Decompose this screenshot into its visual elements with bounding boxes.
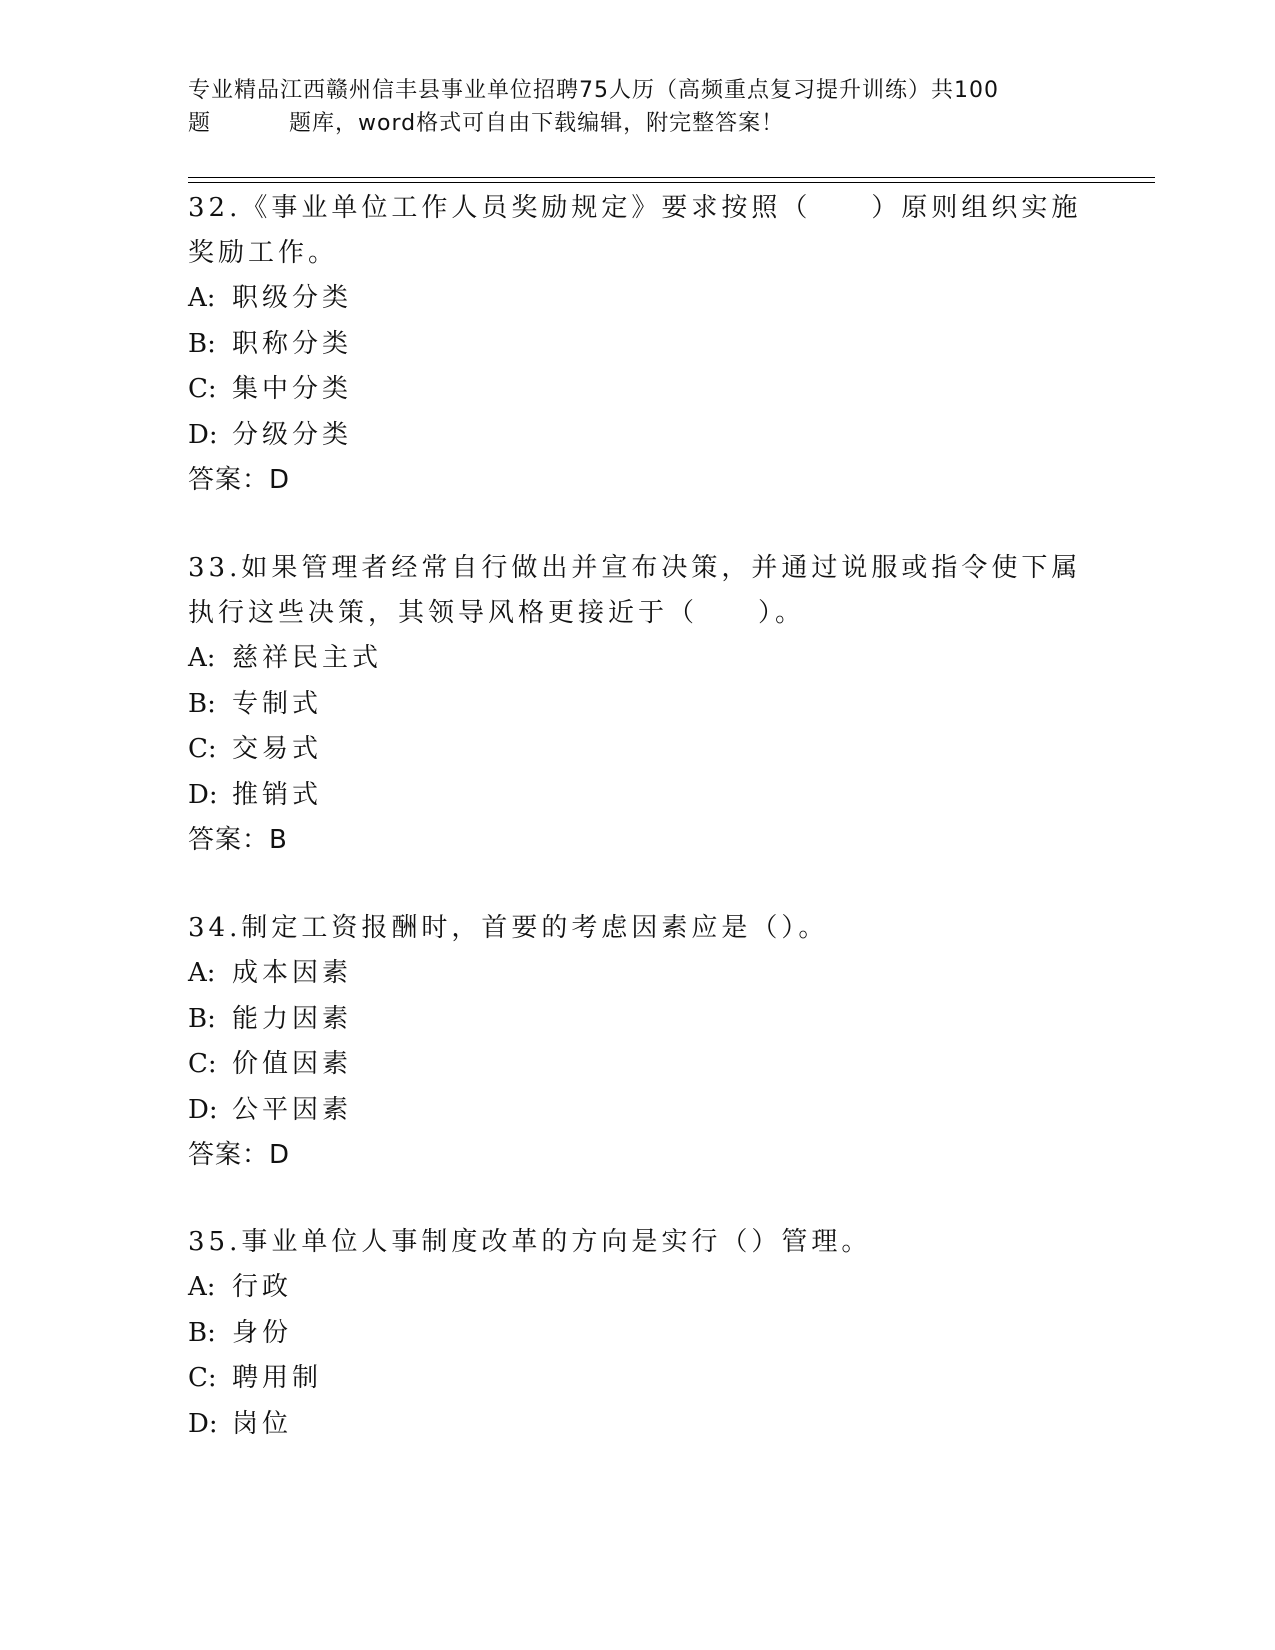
document-header <box>188 74 1088 140</box>
option-d <box>188 773 1088 819</box>
option-text: 推销式 <box>232 779 323 810</box>
option-label: B: <box>188 688 216 719</box>
answer-text: 答案：D <box>188 1140 291 1170</box>
option-label: C: <box>188 734 217 764</box>
option-text: 价值因素 <box>232 1049 353 1079</box>
option-a <box>188 951 1088 997</box>
option-text: 职级分类 <box>232 283 353 313</box>
option-text: 成本因素 <box>232 958 353 988</box>
option-a <box>188 636 1088 682</box>
answer-text: 答案：D <box>188 465 291 495</box>
question-35 <box>188 1220 1088 1447</box>
option-c <box>188 1042 1088 1088</box>
option-label: A: <box>188 283 216 313</box>
question-text: 35.事业单位人事制度改革的方向是实行（）管理。 <box>188 1227 872 1257</box>
header-line-2-start: 题 <box>188 111 212 136</box>
option-d <box>188 413 1088 459</box>
option-label: D: <box>188 1094 218 1125</box>
answer-text: 答案：B <box>188 825 288 855</box>
option-label: B: <box>188 1003 216 1034</box>
option-label: C: <box>188 374 217 404</box>
question-text: 34.制定工资报酬时，首要的考虑因素应是（）。 <box>188 913 829 943</box>
option-text: 慈祥民主式 <box>232 643 383 673</box>
question-text: 33.如果管理者经常自行做出并宣布决策，并通过说服或指令使下属执行这些决策，其领导风格更接近于（ ）。 <box>188 553 1082 628</box>
option-a <box>188 1265 1088 1311</box>
question-text: 32.《事业单位工作人员奖励规定》要求按照（ ）原则组织实施奖励工作。 <box>188 193 1082 268</box>
option-text: 分级分类 <box>232 419 353 450</box>
option-text: 专制式 <box>232 688 323 719</box>
option-b <box>188 997 1088 1043</box>
option-c <box>188 727 1088 773</box>
header-divider-bottom <box>188 182 1155 183</box>
option-label: B: <box>188 1317 216 1348</box>
option-label: D: <box>188 779 218 810</box>
option-label: D: <box>188 1408 218 1439</box>
option-label: A: <box>188 1272 216 1302</box>
option-text: 交易式 <box>232 734 323 764</box>
option-label: A: <box>188 643 216 673</box>
option-text: 能力因素 <box>232 1003 353 1034</box>
question-33 <box>188 546 1088 863</box>
option-d <box>188 1088 1088 1134</box>
option-a <box>188 276 1088 322</box>
option-text: 行政 <box>232 1272 293 1302</box>
header-line-2 <box>188 107 1088 140</box>
option-label: C: <box>188 1049 217 1079</box>
option-d <box>188 1402 1088 1448</box>
option-c <box>188 367 1088 413</box>
header-line-1: 专业精品江西赣州信丰县事业单位招聘75人历（高频重点复习提升训练）共100 <box>188 78 999 103</box>
option-text: 身份 <box>232 1317 293 1348</box>
option-b <box>188 1311 1088 1357</box>
question-32 <box>188 186 1088 503</box>
option-text: 岗位 <box>232 1408 293 1439</box>
option-label: A: <box>188 958 216 988</box>
question-34 <box>188 906 1088 1178</box>
option-text: 聘用制 <box>232 1363 323 1393</box>
option-b <box>188 682 1088 728</box>
option-b <box>188 322 1088 368</box>
option-label: C: <box>188 1363 217 1393</box>
option-text: 集中分类 <box>232 374 353 404</box>
option-text: 公平因素 <box>232 1094 353 1125</box>
option-c <box>188 1356 1088 1402</box>
option-label: D: <box>188 419 218 450</box>
header-divider-top <box>188 177 1155 178</box>
option-label: B: <box>188 328 216 359</box>
option-text: 职称分类 <box>232 328 353 359</box>
header-line-2-rest: 题库，word格式可自由下载编辑，附完整答案！ <box>289 111 785 136</box>
